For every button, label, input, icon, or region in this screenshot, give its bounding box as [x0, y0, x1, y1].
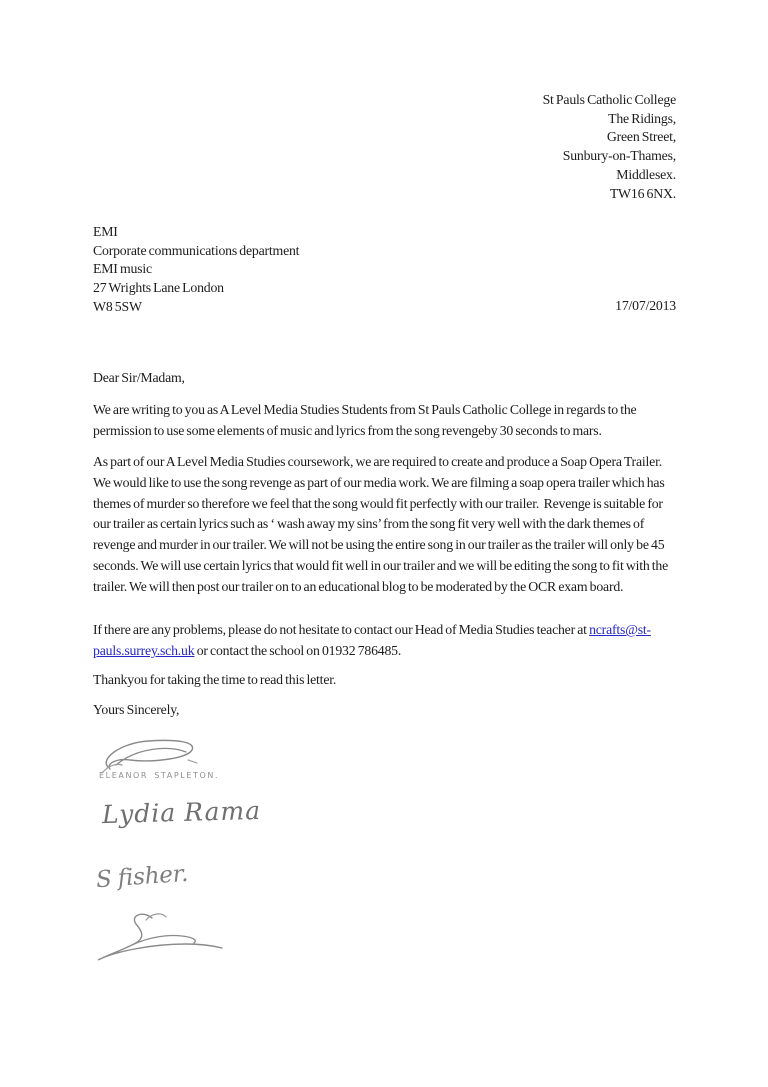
signature-scribble-eleanor: [96, 733, 266, 775]
sender-address-line: Green Street,: [606, 129, 676, 145]
signature-scribble-last: [90, 908, 240, 968]
signature-lydia-rama: Lydia Rama: [101, 795, 262, 830]
sender-address: [543, 91, 676, 203]
recipient-address-line: Corporate communications department: [93, 242, 300, 258]
recipient-address-line: EMI music: [93, 261, 152, 277]
sender-address-line: The Ridings,: [608, 110, 676, 126]
recipient-address-line: EMI: [93, 224, 118, 239]
paragraph-contact: [93, 620, 679, 662]
sender-address-line: Middlesex.: [616, 166, 676, 182]
contact-text-after: or contact the school on 01932 786485.: [194, 642, 402, 658]
closing-line: Yours Sincerely,: [93, 702, 180, 717]
letter-date: 17/07/2013: [615, 298, 676, 313]
email-link[interactable]: ncrafts@st-pauls.surrey.sch.uk: [93, 622, 651, 658]
salutation: Dear Sir/Madam,: [93, 370, 185, 385]
sender-address-line: St Pauls Catholic College: [542, 92, 676, 107]
recipient-address-line: 27 Wrights Lane London: [93, 280, 224, 296]
paragraph-body: As part of our A Level Media Studies coursework, we are required to create and produce a Soap Opera Trailer. We would like to use the song revenge as part of our media work. We are filming a soap opera trailer which has themes of murder so therefore we feel that the song would fit perfectly with our trailer. Revenge is suitable for our trailer as certain lyrics such as ‘ wash away my sins’ from the song fit very well with the dark themes of revenge and murder in our trailer. We will not be using the entire song in our trailer as the trailer will only be 45 seconds. We will use certain lyrics that would fit well in our trailer and we will be editing the song to fit with the trailer. We will then post our trailer on to an educational blog to be moderated by the OCR exam board.: [93, 454, 671, 594]
sender-address-line: Sunbury-on-Thames,: [562, 148, 676, 164]
signature-s-fisher: S fisher.: [95, 860, 189, 894]
recipient-address: [93, 223, 299, 317]
contact-text-before: If there are any problems, please do not hesitate to contact our Head of Media Studies teacher at: [93, 622, 590, 637]
paragraph-intro: We are writing to you as A Level Media Studies Students from St Pauls Catholic College in regards to the permission to use some elements of music and lyrics from the song revengeby 30 seconds to mars.: [93, 402, 639, 438]
recipient-address-line: W8 5SW: [93, 298, 142, 314]
sender-address-line: TW16 6NX.: [609, 185, 676, 201]
thanks-line: Thankyou for taking the time to read this letter.: [93, 672, 337, 687]
signature-name-eleanor-stapleton: ELEANOR STAPLETON.: [99, 771, 220, 780]
